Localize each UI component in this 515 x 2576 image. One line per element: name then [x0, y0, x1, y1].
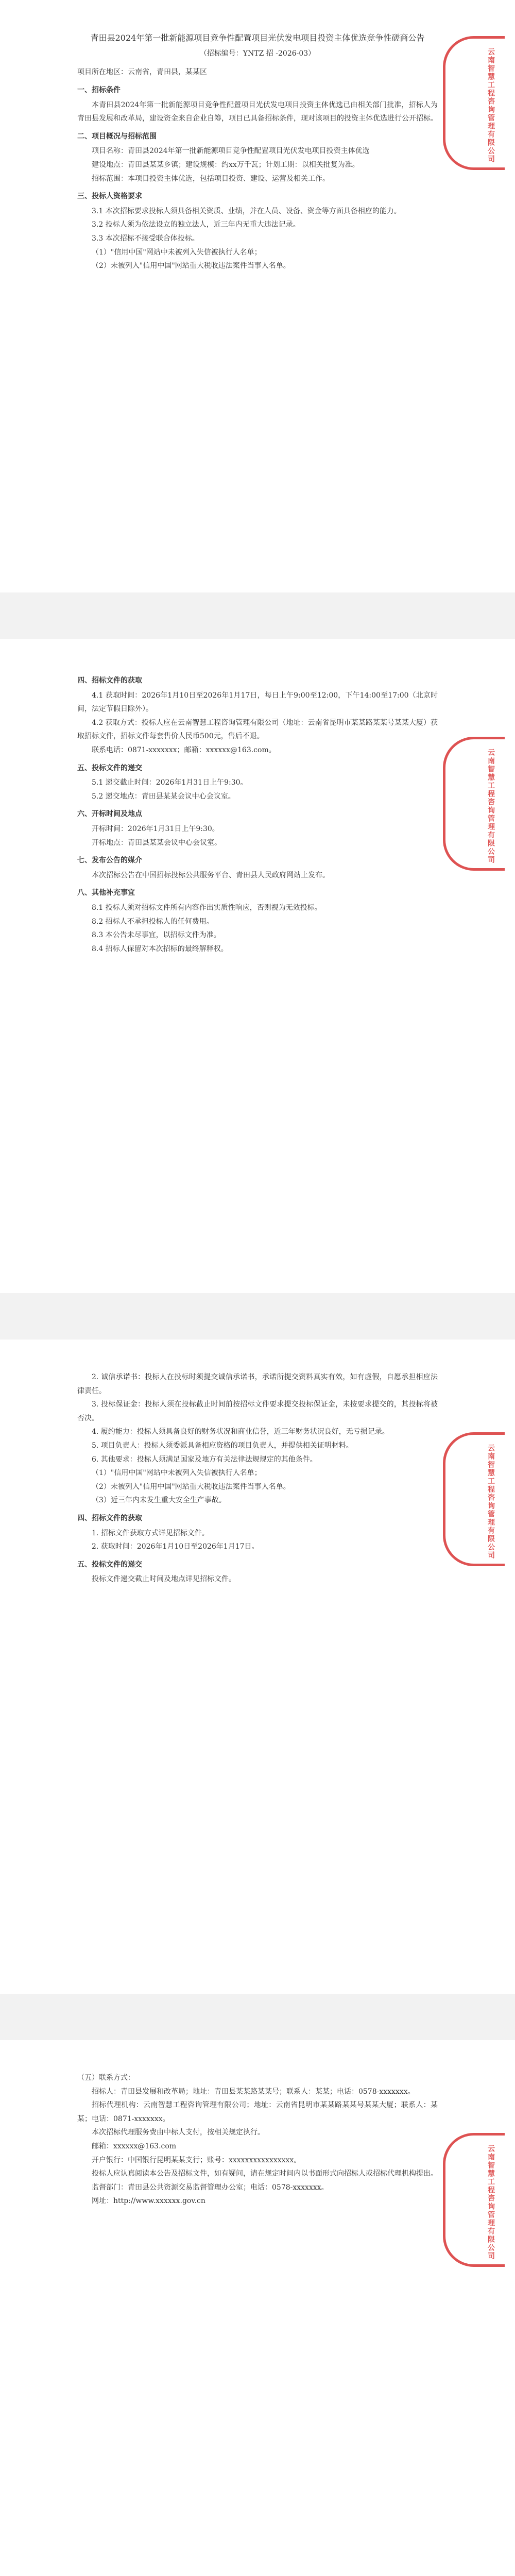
paragraph: 开户银行：中国银行昆明某某支行；账号：xxxxxxxxxxxxxxxx。: [92, 2156, 301, 2164]
paragraph: 1. 招标文件获取方式详见招标文件。: [92, 1529, 209, 1537]
page-4-content: [77, 2071, 438, 2208]
section-heading: 四、招标文件的获取: [77, 1514, 142, 1522]
page-3-content: [77, 1370, 438, 1586]
paragraph: （3）近三年内未发生重大安全生产事故。: [92, 1496, 226, 1505]
paragraph: 投标文件递交截止时间及地点详见招标文件。: [92, 1575, 236, 1584]
link-text[interactable]: 网址：http://www.xxxxxx.gov.cn: [92, 2197, 205, 2206]
section-heading: 四、招标文件的获取: [77, 676, 142, 685]
page-gap: [0, 1293, 515, 1340]
paragraph: 本青田县2024年第一批新能源项目竞争性配置项目光伏发电项目投资主体优选已由相关部门批准，招标人为青田县发展和改革局，建设资金来自企业自筹，项目已具备招标条件，现对该项目的投资主体优选进行公开招标。: [77, 100, 438, 123]
paragraph: 3.2 投标人须为依法设立的独立法人，近三年内无重大违法记录。: [92, 221, 300, 229]
paragraph: 招标人：青田县发展和改革局；地址：青田县某某路某某号；联系人：某某；电话：0578-xxxxxxx。: [92, 2087, 415, 2096]
paragraph: （2）未被列入"信用中国"网站重大税收违法案件当事人名单。: [92, 1482, 290, 1491]
paragraph: 邮箱：xxxxxx@163.com: [92, 2142, 177, 2150]
section-heading: 六、开标时间及地点: [77, 810, 142, 819]
paragraph: 开标地点：青田县某某会议中心会议室。: [92, 838, 221, 847]
edge-seal: 云南智慧工程咨询管理有限公司: [443, 2133, 505, 2267]
page-gap: [0, 1994, 515, 2040]
page-1-content: [77, 31, 438, 273]
paragraph: （五）联系方式：: [77, 2074, 135, 2082]
edge-seal: 云南智慧工程咨询管理有限公司: [443, 1432, 505, 1566]
paragraph: 8.2 招标人不承担投标人的任何费用。: [92, 917, 214, 926]
section-heading: 三、投标人资格要求: [77, 192, 142, 201]
section-heading: 五、投标文件的递交: [77, 764, 142, 772]
paragraph: 5.2 递交地点：青田县某某会议中心会议室。: [92, 792, 235, 801]
paragraph: 招标代理机构：云南智慧工程咨询管理有限公司；地址：云南省昆明市某某路某某号某某大厦；联系人：某某；电话：0871-xxxxxxx。: [77, 2101, 438, 2123]
paragraph: 4.2 获取方式：投标人应在云南智慧工程咨询管理有限公司（地址：云南省昆明市某某路某某号某某大厦）获取招标文件，招标文件每套售价人民币500元，售后不退。: [77, 718, 438, 741]
paragraph: 联系电话：0871-xxxxxxx；邮箱：xxxxxx@163.com。: [92, 745, 276, 754]
paragraph: 开标时间：2026年1月31日上午9:30。: [92, 824, 219, 833]
section-heading: 五、投标文件的递交: [77, 1560, 142, 1569]
section-heading: 七、发布公告的媒介: [77, 856, 142, 865]
section-heading: 二、项目概况与招标范围: [77, 132, 157, 141]
paragraph: （1）"信用中国"网站中未被列入失信被执行人名单；: [92, 248, 262, 257]
paragraph: 投标人应认真阅读本公告及招标文件，如有疑问，请在规定时间内以书面形式向招标人或招标代理机构提出。: [92, 2170, 438, 2178]
paragraph: （1）"信用中国"网站中未被列入失信被执行人名单；: [92, 1469, 262, 1478]
edge-seal: 云南智慧工程咨询管理有限公司: [443, 737, 505, 871]
paragraph: 8.1 投标人须对招标文件所有内容作出实质性响应，否则视为无效投标。: [92, 903, 322, 912]
paragraph: 6. 其他要求：投标人须满足国家及地方有关法律法规规定的其他条件。: [92, 1455, 317, 1464]
section-heading: 八、其他补充事宜: [77, 889, 135, 897]
paragraph: 3.3 本次招标不接受联合体投标。: [92, 234, 199, 243]
page-gap: [0, 592, 515, 639]
project-number: （招标编号：YNTZ 招 -2026-03）: [199, 49, 316, 58]
paragraph: 4.1 获取时间：2026年1月10日至2026年1月17日，每日上午9:00至12:00，下午14:00至17:00（北京时间，法定节假日除外）。: [77, 691, 438, 714]
paragraph: 建设地点：青田县某某乡镇；建设规模：约xx万千瓦；计划工期：以相关批复为准。: [92, 160, 359, 169]
paragraph: 本次招标代理服务费由中标人支付，按相关规定执行。: [92, 2128, 265, 2137]
section-heading: 一、招标条件: [77, 86, 121, 94]
paragraph: 3. 投标保证金：投标人须在投标截止时间前按招标文件要求提交投标保证金，未按要求提交的，其投标将被否决。: [77, 1400, 438, 1422]
paragraph: 招标范围：本项目投资主体优选，包括项目投资、建设、运营及相关工作。: [92, 174, 330, 183]
paragraph: 2. 诚信承诺书：投标人在投标时须提交诚信承诺书，承诺所提交资料真实有效，如有虚假，自愿承担相应法律责任。: [77, 1373, 438, 1395]
paragraph: 5.1 递交截止时间：2026年1月31日上午9:30。: [92, 778, 248, 787]
paragraph: 本次招标公告在中国招标投标公共服务平台、青田县人民政府网站上发布。: [92, 871, 330, 879]
intro-line: 项目所在地区：云南省，青田县，某某区: [77, 68, 207, 77]
paragraph: 4. 履约能力：投标人须具备良好的财务状况和商业信誉，近三年财务状况良好，无亏损记录。: [92, 1428, 389, 1436]
paragraph: （2）未被列入"信用中国"网站重大税收违法案件当事人名单。: [92, 262, 290, 270]
document-title: 青田县2024年第一批新能源项目竞争性配置项目光伏发电项目投资主体优选竞争性磋商公告: [90, 33, 425, 43]
paragraph: 监督部门：青田县公共资源交易监督管理办公室；电话：0578-xxxxxxx。: [92, 2183, 329, 2192]
paragraph: 8.4 招标人保留对本次招标的最终解释权。: [92, 944, 228, 953]
page-2-content: [77, 670, 438, 956]
paragraph: 3.1 本次招标要求投标人须具备相关资质、业绩，并在人员、设备、资金等方面具备相应的能力。: [92, 207, 401, 215]
paragraph: 项目名称：青田县2024年第一批新能源项目竞争性配置项目光伏发电项目投资主体优选: [92, 147, 370, 156]
paragraph: 5. 项目负责人：投标人须委派具备相应资格的项目负责人，并提供相关证明材料。: [92, 1441, 353, 1450]
paragraph: 2. 获取时间：2026年1月10日至2026年1月17日。: [92, 1543, 259, 1551]
edge-seal: 云南智慧工程咨询管理有限公司: [443, 36, 505, 170]
paragraph: 8.3 本公告未尽事宜，以招标文件为准。: [92, 931, 221, 940]
